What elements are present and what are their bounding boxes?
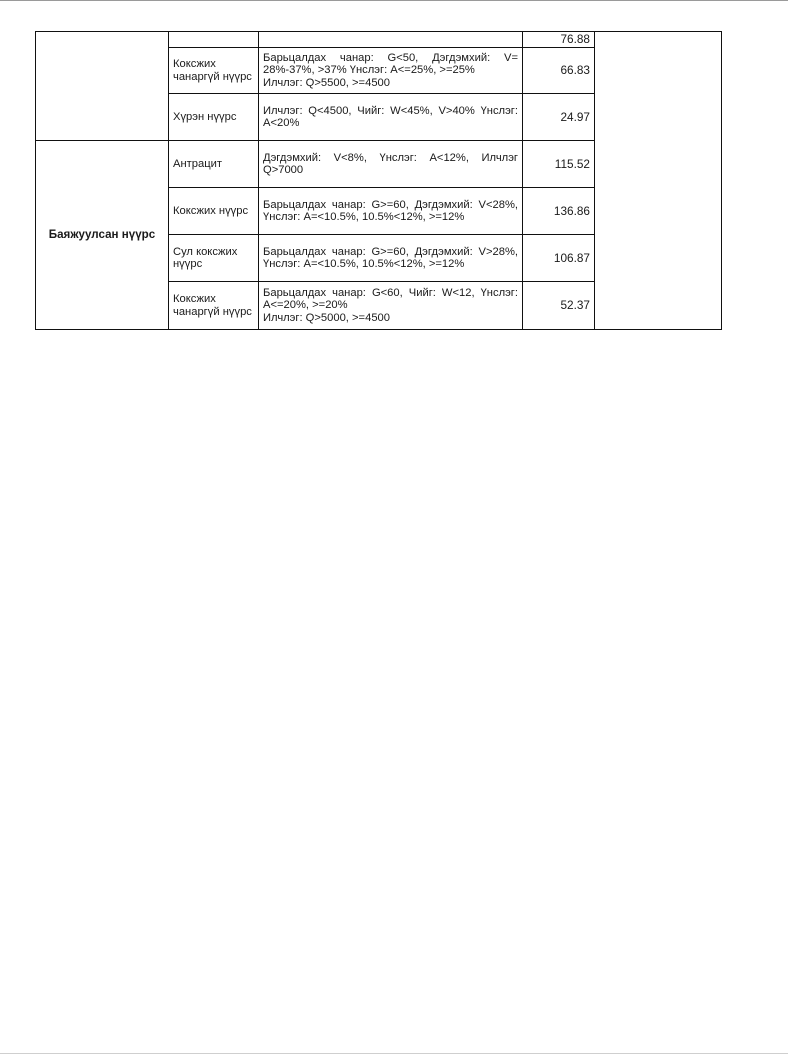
category-cell xyxy=(36,32,169,141)
value-cell: 76.88 xyxy=(523,32,595,48)
requirement-cell xyxy=(259,282,523,330)
requirement-cell xyxy=(259,188,523,235)
requirement-cell xyxy=(259,94,523,141)
requirement-line: Барьцалдах чанар: G>=60, Дэгдэмхий: V<28%, Үнслэг: A=<10.5%, 10.5%<12%, >=12% xyxy=(263,198,518,223)
type-cell: Коксжих чанаргүй нүүрс xyxy=(169,282,259,330)
category-label: Баяжуулсан нүүрс xyxy=(36,141,169,330)
requirement-line: Барьцалдах чанар: G<50, Дэгдэмхий: V= 28%-37%, >37% Үнслэг: A<=25%, >=25% xyxy=(263,51,518,77)
value-cell: 136.86 xyxy=(523,188,595,235)
type-cell: Хүрэн нүүрс xyxy=(169,94,259,141)
type-cell: Коксжих нүүрс xyxy=(169,188,259,235)
note-cell xyxy=(595,32,722,330)
requirement-line: Илчлэг: Q>5500, >=4500 xyxy=(263,76,390,89)
coal-price-table xyxy=(35,31,722,330)
requirement-cell xyxy=(259,32,523,48)
value-cell: 66.83 xyxy=(523,48,595,94)
value-cell: 52.37 xyxy=(523,282,595,330)
type-cell: Антрацит xyxy=(169,141,259,188)
requirement-line: Барьцалдах чанар: G>=60, Дэгдэмхий: V>28%, Үнслэг: A=<10.5%, 10.5%<12%, >=12% xyxy=(263,245,518,270)
requirement-cell xyxy=(259,235,523,282)
type-cell: Коксжих чанаргүй нүүрс xyxy=(169,48,259,94)
requirement-line: Дэгдэмхий: V<8%, Үнслэг: A<12%, Илчлэг Q>7000 xyxy=(263,151,518,176)
page-top-border xyxy=(0,0,788,1)
requirement-line: Илчлэг: Q<4500, Чийг: W<45%, V>40% Үнслэг: A<20% xyxy=(263,104,518,129)
value-cell: 24.97 xyxy=(523,94,595,141)
requirement-cell xyxy=(259,48,523,94)
table-row xyxy=(36,32,722,48)
requirement-cell xyxy=(259,141,523,188)
requirement-line: Илчлэг: Q>5000, >=4500 xyxy=(263,311,390,324)
page-bottom-border xyxy=(0,1053,788,1054)
value-cell: 106.87 xyxy=(523,235,595,282)
value-cell: 115.52 xyxy=(523,141,595,188)
type-cell: Сул коксжих нүүрс xyxy=(169,235,259,282)
requirement-line: Барьцалдах чанар: G<60, Чийг: W<12, Үнслэг: A<=20%, >=20% xyxy=(263,286,518,312)
type-cell xyxy=(169,32,259,48)
